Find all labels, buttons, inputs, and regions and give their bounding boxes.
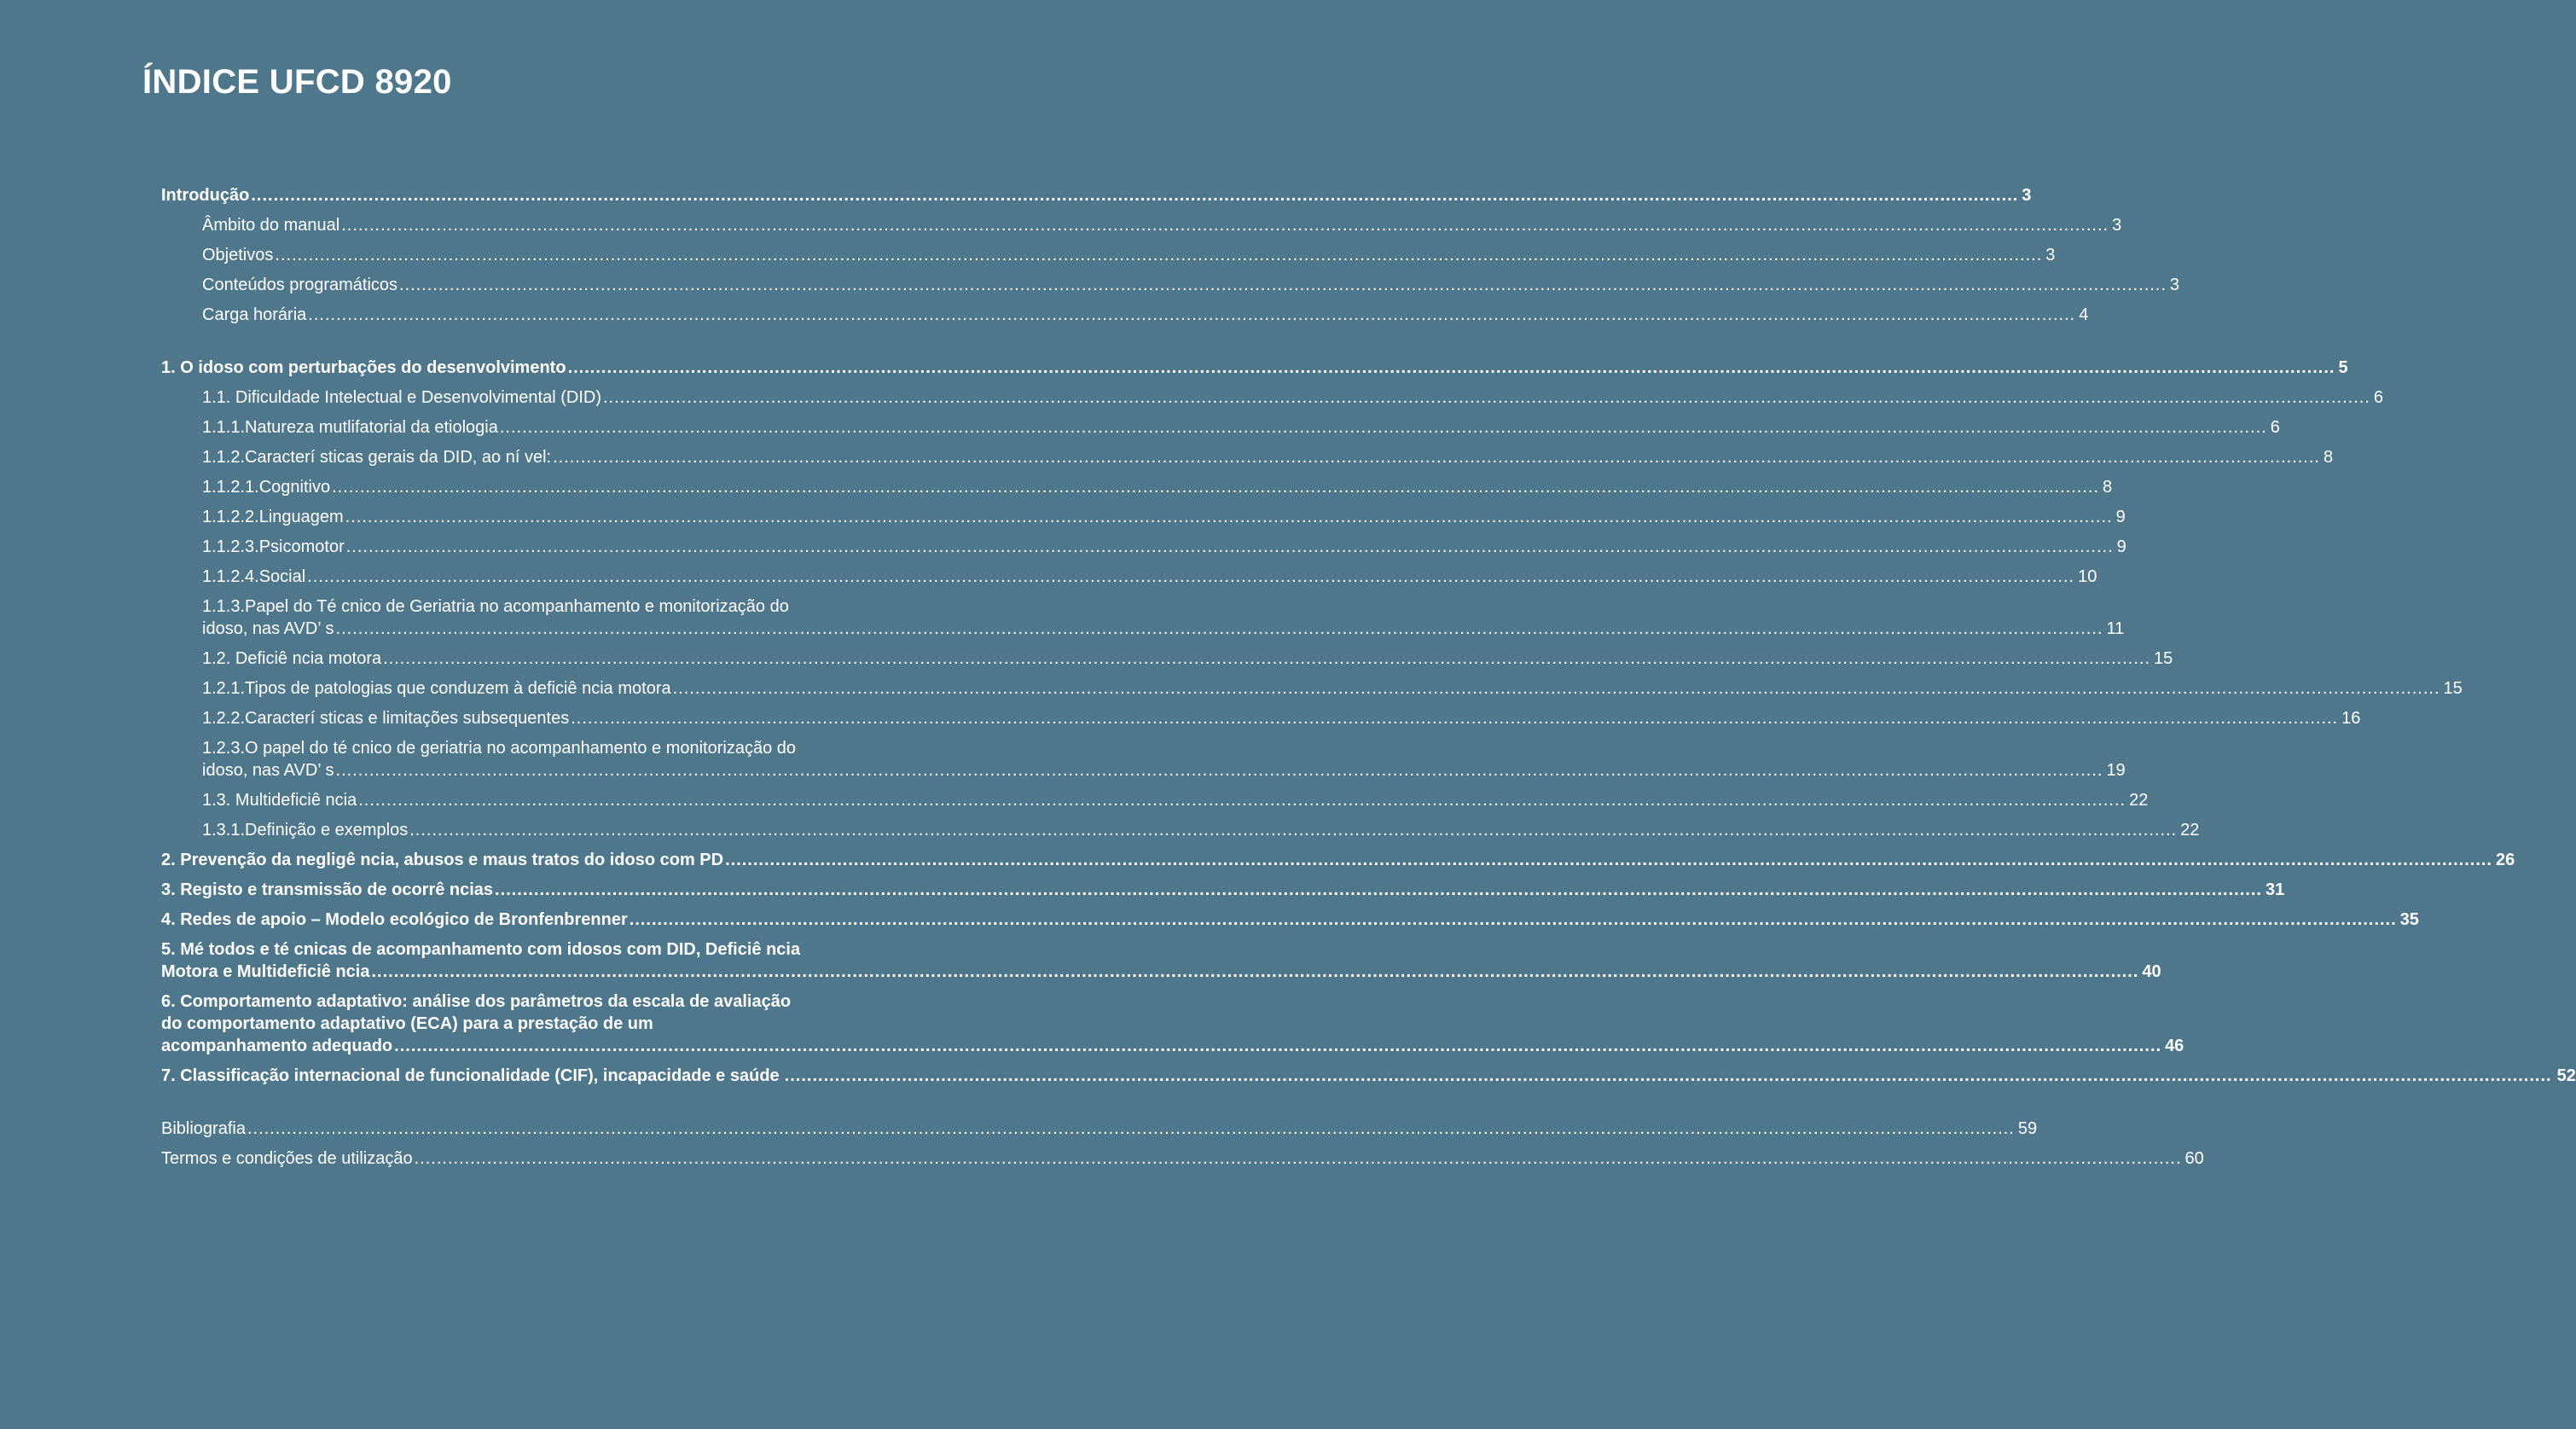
toc-entry-label: 2. Prevenção da negligê ncia, abusos e maus tratos do idoso com PD (161, 851, 724, 869)
toc-entry-page: 3 (2169, 276, 2180, 294)
toc-entry-objetivos[interactable] (161, 244, 2056, 266)
toc-leader-dots (346, 536, 2114, 558)
toc-entry-page: 6 (2373, 388, 2384, 407)
toc-entry-chapter-6[interactable] (161, 990, 2184, 1057)
toc-leader-dots (629, 909, 2397, 931)
toc-leader-dots (725, 849, 2492, 871)
toc-leader-dots (308, 304, 2075, 326)
toc-entry-label: Termos e condições de utilização (161, 1149, 413, 1168)
toc-entry-1-1-2[interactable] (161, 446, 2334, 468)
toc-entry-page: 9 (2115, 508, 2126, 526)
toc-leader-dots (332, 476, 2099, 498)
toc-entry-label-line1: 5. Mé todos e té cnicas de acompanhamento com idosos com DID, Deficiê ncia (161, 940, 801, 959)
toc-entry-label-line1: 6. Comportamento adaptativo: análise dos parâmetros da escala de avaliação (161, 992, 792, 1011)
toc-leader-dots (383, 648, 2150, 670)
toc-leader-dots (394, 1035, 2161, 1057)
toc-entry-label: Objetivos (202, 246, 274, 264)
toc-entry-label: 4. Redes de apoio – Modelo ecológico de Bronfenbrenner (161, 910, 628, 929)
toc-entry-label: 1.3.1.Definição e exemplos (202, 821, 409, 839)
toc-entry-1-2-1[interactable] (161, 677, 2463, 700)
toc-entry-page: 9 (2116, 537, 2126, 556)
toc-entry-label: 1.1.2.2.Linguagem (202, 508, 344, 526)
toc-entry-page: 6 (2270, 418, 2280, 437)
toc-entry-label: Bibliografia (161, 1119, 246, 1138)
toc-entry-label: Introdução (161, 186, 250, 205)
toc-entry-label: Carga horária (202, 305, 307, 324)
toc-leader-dots (568, 357, 2335, 379)
toc-entry-page: 3 (2112, 216, 2122, 235)
toc-entry-1-1-2-1[interactable] (161, 476, 2113, 498)
toc-entry-page: 52 (2556, 1066, 2576, 1085)
toc-entry-page: 3 (2045, 246, 2056, 264)
toc-leader-dots (345, 506, 2113, 528)
toc-entry-page: 22 (2180, 821, 2200, 839)
toc-entry-bibliografia[interactable] (161, 1118, 2038, 1140)
toc-leader-dots (247, 1118, 2015, 1140)
toc-leader-dots (415, 1147, 2182, 1170)
toc-entry-1-1-3[interactable] (161, 595, 2125, 640)
toc-entry-page: 3 (2022, 186, 2032, 205)
toc-entry-1-1[interactable] (161, 386, 2384, 409)
toc-leader-dots (409, 819, 2177, 841)
toc-entry-label: acompanhamento adequado (161, 1037, 393, 1055)
toc-entry-label: 1.1.1.Natureza mutlifatorial da etiologia (202, 418, 498, 437)
toc-leader-dots (673, 677, 2440, 700)
toc-entry-introducao[interactable] (161, 184, 2032, 206)
toc-entry-page: 60 (2184, 1149, 2204, 1168)
toc-leader-dots (358, 789, 2126, 811)
toc-entry-chapter-3[interactable] (161, 879, 2285, 901)
toc-leader-dots (603, 386, 2370, 409)
toc-leader-dots (341, 214, 2109, 236)
toc-entry-label: Conteúdos programáticos (202, 276, 398, 294)
toc-entry-1-2-3[interactable] (161, 737, 2126, 781)
toc-entry-label: 1.1.2.4.Social (202, 567, 306, 586)
toc-entry-page: 15 (2154, 649, 2173, 668)
toc-entry-page: 4 (2079, 305, 2089, 324)
toc-entry-label: idoso, nas AVD’ s (202, 619, 334, 638)
toc-leader-dots (399, 274, 2167, 296)
toc-entry-1-1-2-4[interactable] (161, 566, 2097, 588)
toc-entry-1-3[interactable] (161, 789, 2149, 811)
toc-leader-dots (275, 244, 2042, 266)
toc-entry-1-1-2-3[interactable] (161, 536, 2126, 558)
toc-entry-label-line2: do comportamento adaptativo (ECA) para a prestação de um (161, 1014, 653, 1033)
toc-entry-label-line1: 1.1.3.Papel do Té cnico de Geriatria no acompanhamento e monitorização do (202, 597, 789, 616)
toc-entry-page: 11 (2106, 619, 2125, 638)
toc-entry-label: 1.1.2.1.Cognitivo (202, 478, 331, 497)
toc-entry-1-1-1[interactable] (161, 416, 2280, 439)
toc-entry-label: 1.3. Multideficiê ncia (202, 791, 357, 810)
toc-entry-page: 10 (2078, 567, 2097, 586)
page-title: ÍNDICE UFCD 8920 (142, 63, 452, 101)
toc-leader-dots (336, 759, 2103, 781)
toc-entry-label: idoso, nas AVD’ s (202, 761, 334, 780)
toc-entry-page: 26 (2496, 851, 2515, 869)
toc-leader-dots (371, 961, 2138, 983)
toc-entry-label: 7. Classificação internacional de funcionalidade (CIF), incapacidade e saúde (161, 1066, 780, 1085)
toc-leader-dots (500, 416, 2267, 439)
toc-entry-page: 8 (2103, 478, 2113, 497)
toc-leader-dots (336, 618, 2103, 640)
toc-entry-page: 40 (2142, 962, 2161, 981)
toc-entry-page: 19 (2106, 761, 2126, 780)
toc-entry-page: 16 (2341, 709, 2361, 728)
toc-entry-chapter-5[interactable] (161, 938, 2161, 983)
toc-entry-1-3-1[interactable] (161, 819, 2200, 841)
toc-entry-label: Motora e Multideficiê ncia (161, 962, 370, 981)
toc-entry-termos[interactable] (161, 1147, 2204, 1170)
toc-entry-label: 1.2.2.Caracterí sticas e limitações subsequentes (202, 709, 570, 728)
toc-entry-conteudos[interactable] (161, 274, 2180, 296)
toc-entry-chapter-2[interactable] (161, 849, 2515, 871)
toc-entry-label: 1.1.2.Caracterí sticas gerais da DID, ao ní vel: (202, 448, 552, 467)
toc-leader-dots (307, 566, 2074, 588)
toc-entry-label: 1.1.2.3.Psicomotor (202, 537, 345, 556)
toc-entry-page: 8 (2323, 448, 2334, 467)
toc-entry-chapter-4[interactable] (161, 909, 2419, 931)
toc-leader-dots (571, 707, 2338, 729)
toc-leader-dots (785, 1065, 2552, 1087)
toc-entry-page: 31 (2265, 880, 2285, 899)
toc-entry-page: 46 (2165, 1037, 2184, 1055)
toc-entry-label: 1.2. Deficiê ncia motora (202, 649, 382, 668)
toc-entry-page: 15 (2443, 679, 2463, 698)
toc-entry-chapter-7[interactable] (161, 1065, 2576, 1087)
toc-entry-page: 5 (2338, 358, 2348, 377)
table-of-contents (161, 184, 2576, 1177)
toc-entry-ambito[interactable] (161, 214, 2122, 236)
toc-entry-page: 22 (2129, 791, 2149, 810)
toc-entry-label: 1.2.1.Tipos de patologias que conduzem à deficiê ncia motora (202, 679, 671, 698)
toc-leader-dots (553, 446, 2320, 468)
toc-entry-label-line1: 1.2.3.O papel do té cnico de geriatria no acompanhamento e monitorização do (202, 739, 796, 758)
toc-entry-page: 59 (2017, 1119, 2038, 1138)
toc-entry-label: 1.1. Dificuldade Intelectual e Desenvolvimental (DID) (202, 388, 601, 407)
toc-leader-dots (495, 879, 2262, 901)
toc-entry-carga-horaria[interactable] (161, 304, 2089, 326)
toc-entry-label: Âmbito do manual (202, 216, 340, 235)
toc-entry-1-2[interactable] (161, 648, 2173, 670)
toc-entry-page: 35 (2399, 910, 2419, 929)
toc-entry-1-1-2-2[interactable] (161, 506, 2126, 528)
toc-entry-label: 3. Registo e transmissão de ocorrê ncias (161, 880, 494, 899)
toc-entry-chapter-1[interactable] (161, 357, 2348, 379)
toc-entry-label: 1. O idoso com perturbações do desenvolvimento (161, 358, 566, 377)
toc-leader-dots (251, 184, 2018, 206)
toc-entry-1-2-2[interactable] (161, 707, 2361, 729)
